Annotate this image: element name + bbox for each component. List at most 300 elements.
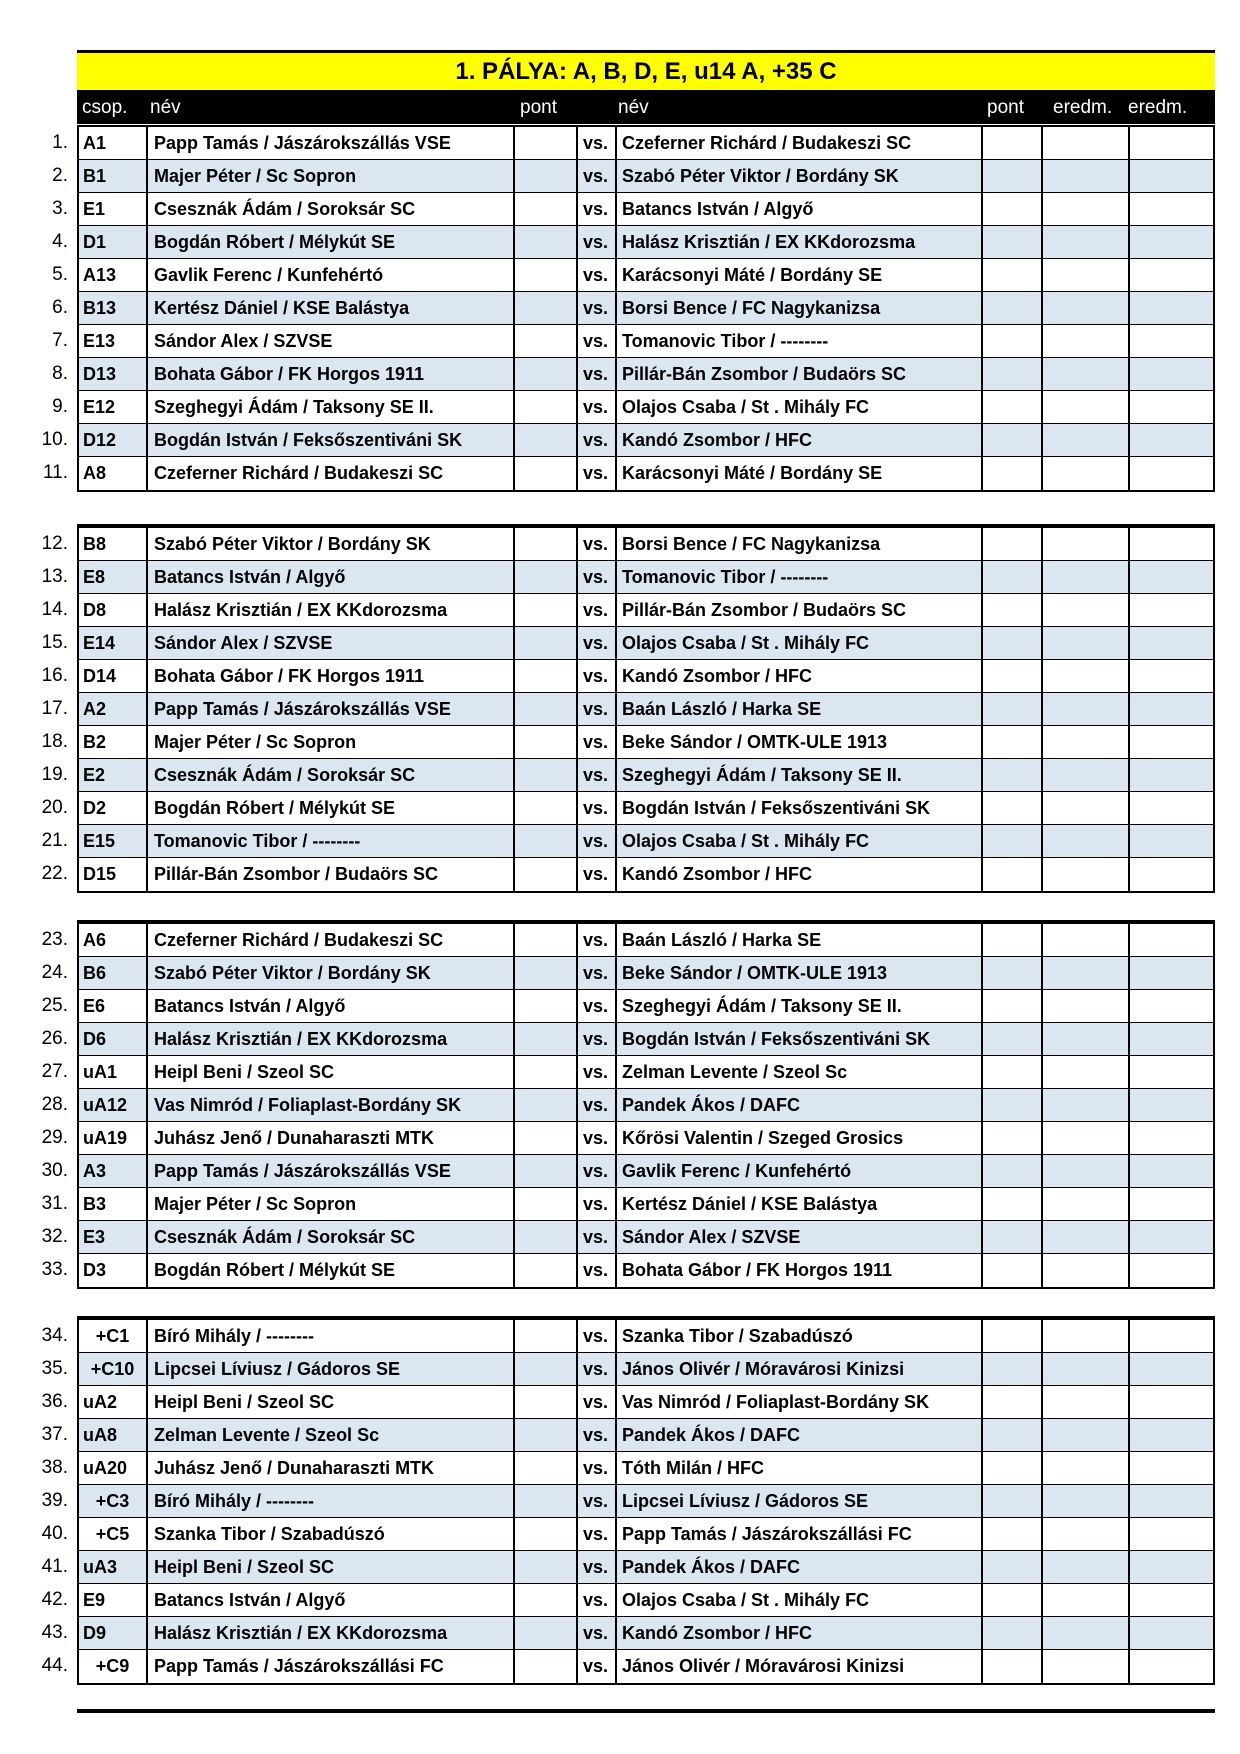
vs-cell: vs. [576, 660, 615, 692]
result-2-cell[interactable] [1128, 759, 1213, 791]
player-2-cell: János Olivér / Móravárosi Kinizsi [615, 1353, 981, 1385]
result-1-cell[interactable] [1041, 1650, 1128, 1683]
player-2-cell: Pillár-Bán Zsombor / Budaörs SC [615, 358, 981, 390]
match-number: 35. [41, 1358, 68, 1379]
result-2-cell[interactable] [1128, 627, 1213, 659]
result-2-cell[interactable] [1128, 1386, 1213, 1418]
result-2-cell[interactable] [1128, 924, 1213, 956]
group-cell: A2 [83, 698, 107, 719]
result-2-cell[interactable] [1128, 1551, 1213, 1583]
points-1-cell[interactable] [513, 1122, 576, 1154]
result-1-cell[interactable] [1041, 957, 1128, 989]
result-2-cell[interactable] [1128, 226, 1213, 258]
match-number: 39. [41, 1490, 68, 1511]
result-1-cell[interactable] [1041, 528, 1128, 560]
match-number: 9. [52, 396, 68, 417]
player-1-cell: Kertész Dániel / KSE Balástya [146, 292, 513, 324]
player-1-cell: Batancs István / Algyő [146, 561, 513, 593]
vs-cell: vs. [576, 424, 615, 456]
player-2-cell: Bogdán István / Feksőszentiváni SK [615, 1023, 981, 1055]
vs-cell: vs. [576, 990, 615, 1022]
match-block [77, 1316, 1215, 1685]
points-2-cell[interactable] [981, 726, 1041, 758]
points-2-cell[interactable] [981, 924, 1041, 956]
points-2-cell[interactable] [981, 1023, 1041, 1055]
result-1-cell[interactable] [1041, 1089, 1128, 1121]
result-2-cell[interactable] [1128, 1650, 1213, 1683]
points-2-cell[interactable] [981, 1188, 1041, 1220]
result-2-cell[interactable] [1128, 1188, 1213, 1220]
result-1-cell[interactable] [1041, 759, 1128, 791]
result-2-cell[interactable] [1128, 660, 1213, 692]
result-2-cell[interactable] [1128, 1056, 1213, 1088]
table-row [79, 1485, 1213, 1518]
player-1-cell: Vas Nimród / Foliaplast-Bordány SK [146, 1089, 513, 1121]
result-2-cell[interactable] [1128, 1518, 1213, 1550]
result-1-cell[interactable] [1041, 693, 1128, 725]
result-2-cell[interactable] [1128, 127, 1213, 159]
result-2-cell[interactable] [1128, 1617, 1213, 1649]
points-2-cell[interactable] [981, 457, 1041, 490]
result-2-cell[interactable] [1128, 858, 1213, 891]
points-2-cell[interactable] [981, 660, 1041, 692]
points-2-cell[interactable] [981, 1485, 1041, 1517]
result-1-cell[interactable] [1041, 561, 1128, 593]
player-2-cell: Olajos Csaba / St . Mihály FC [615, 627, 981, 659]
match-number: 38. [41, 1457, 68, 1478]
points-2-cell[interactable] [981, 1617, 1041, 1649]
points-2-cell[interactable] [981, 1353, 1041, 1385]
result-2-cell[interactable] [1128, 792, 1213, 824]
points-1-cell[interactable] [513, 1056, 576, 1088]
points-2-cell[interactable] [981, 825, 1041, 857]
header-name-1: név [150, 97, 181, 118]
match-number: 34. [41, 1325, 68, 1346]
points-1-cell[interactable] [513, 1584, 576, 1616]
result-2-cell[interactable] [1128, 1584, 1213, 1616]
points-1-cell[interactable] [513, 825, 576, 857]
vs-cell: vs. [576, 1221, 615, 1253]
points-1-cell[interactable] [513, 792, 576, 824]
group-cell: D14 [83, 665, 117, 686]
points-1-cell[interactable] [513, 1023, 576, 1055]
match-number: 33. [41, 1259, 68, 1280]
points-2-cell[interactable] [981, 1155, 1041, 1187]
result-2-cell[interactable] [1128, 391, 1213, 423]
table-row [79, 1419, 1213, 1452]
points-1-cell[interactable] [513, 528, 576, 560]
table-row [79, 759, 1213, 792]
points-1-cell[interactable] [513, 693, 576, 725]
result-1-cell[interactable] [1041, 424, 1128, 456]
table-row [79, 1650, 1213, 1683]
result-1-cell[interactable] [1041, 226, 1128, 258]
points-2-cell[interactable] [981, 1089, 1041, 1121]
match-number: 26. [41, 1028, 68, 1049]
points-1-cell[interactable] [513, 1518, 576, 1550]
table-row [79, 1386, 1213, 1419]
points-1-cell[interactable] [513, 1650, 576, 1683]
result-1-cell[interactable] [1041, 1122, 1128, 1154]
player-2-cell: Sándor Alex / SZVSE [615, 1221, 981, 1253]
points-2-cell[interactable] [981, 1419, 1041, 1451]
result-2-cell[interactable] [1128, 990, 1213, 1022]
table-row [79, 1452, 1213, 1485]
points-2-cell[interactable] [981, 325, 1041, 357]
result-1-cell[interactable] [1041, 825, 1128, 857]
match-number: 44. [41, 1655, 68, 1676]
result-2-cell[interactable] [1128, 424, 1213, 456]
header-points-1: pont [520, 97, 557, 118]
result-2-cell[interactable] [1128, 825, 1213, 857]
match-number: 10. [41, 429, 68, 450]
points-1-cell[interactable] [513, 924, 576, 956]
player-1-cell: Tomanovic Tibor / -------- [146, 825, 513, 857]
result-1-cell[interactable] [1041, 127, 1128, 159]
points-1-cell[interactable] [513, 1188, 576, 1220]
points-1-cell[interactable] [513, 660, 576, 692]
result-2-cell[interactable] [1128, 457, 1213, 490]
result-1-cell[interactable] [1041, 1221, 1128, 1253]
result-2-cell[interactable] [1128, 561, 1213, 593]
points-1-cell[interactable] [513, 160, 576, 192]
points-1-cell[interactable] [513, 726, 576, 758]
result-2-cell[interactable] [1128, 193, 1213, 225]
player-1-cell: Szabó Péter Viktor / Bordány SK [146, 957, 513, 989]
vs-cell: vs. [576, 1386, 615, 1418]
result-2-cell[interactable] [1128, 726, 1213, 758]
result-1-cell[interactable] [1041, 1254, 1128, 1287]
vs-cell: vs. [576, 726, 615, 758]
points-1-cell[interactable] [513, 424, 576, 456]
player-1-cell: Majer Péter / Sc Sopron [146, 1188, 513, 1220]
result-2-cell[interactable] [1128, 325, 1213, 357]
points-1-cell[interactable] [513, 561, 576, 593]
result-1-cell[interactable] [1041, 1617, 1128, 1649]
points-1-cell[interactable] [513, 1155, 576, 1187]
table-row [79, 1518, 1213, 1551]
player-2-cell: Kőrösi Valentin / Szeged Grosics [615, 1122, 981, 1154]
page-title: 1. PÁLYA: A, B, D, E, u14 A, +35 C [77, 50, 1215, 90]
points-2-cell[interactable] [981, 1584, 1041, 1616]
group-cell: uA3 [83, 1556, 118, 1577]
player-1-cell: Szeghegyi Ádám / Taksony SE II. [146, 391, 513, 423]
result-2-cell[interactable] [1128, 358, 1213, 390]
result-1-cell[interactable] [1041, 1188, 1128, 1220]
result-1-cell[interactable] [1041, 1419, 1128, 1451]
player-1-cell: Szabó Péter Viktor / Bordány SK [146, 528, 513, 560]
player-1-cell: Papp Tamás / Jászárokszállás VSE [146, 693, 513, 725]
result-1-cell[interactable] [1041, 660, 1128, 692]
result-1-cell[interactable] [1041, 627, 1128, 659]
points-1-cell[interactable] [513, 627, 576, 659]
result-2-cell[interactable] [1128, 1221, 1213, 1253]
result-2-cell[interactable] [1128, 693, 1213, 725]
vs-cell: vs. [576, 1188, 615, 1220]
points-2-cell[interactable] [981, 1551, 1041, 1583]
player-2-cell: Gavlik Ferenc / Kunfehértó [615, 1155, 981, 1187]
player-1-cell: Majer Péter / Sc Sopron [146, 160, 513, 192]
points-1-cell[interactable] [513, 1320, 576, 1352]
group-cell: uA1 [83, 1061, 118, 1082]
group-cell: uA20 [83, 1457, 128, 1478]
points-2-cell[interactable] [981, 160, 1041, 192]
player-2-cell: Vas Nimród / Foliaplast-Bordány SK [615, 1386, 981, 1418]
result-1-cell[interactable] [1041, 858, 1128, 891]
points-2-cell[interactable] [981, 424, 1041, 456]
result-2-cell[interactable] [1128, 1023, 1213, 1055]
points-2-cell[interactable] [981, 594, 1041, 626]
points-2-cell[interactable] [981, 226, 1041, 258]
group-cell: D12 [83, 429, 117, 450]
points-1-cell[interactable] [513, 127, 576, 159]
points-1-cell[interactable] [513, 1089, 576, 1121]
vs-cell: vs. [576, 1023, 615, 1055]
result-2-cell[interactable] [1128, 528, 1213, 560]
table-row [79, 957, 1213, 990]
points-1-cell[interactable] [513, 457, 576, 490]
points-2-cell[interactable] [981, 1056, 1041, 1088]
player-2-cell: Karácsonyi Máté / Bordány SE [615, 457, 981, 490]
result-2-cell[interactable] [1128, 292, 1213, 324]
points-2-cell[interactable] [981, 1122, 1041, 1154]
result-2-cell[interactable] [1128, 160, 1213, 192]
vs-cell: vs. [576, 759, 615, 791]
player-1-cell: Bíró Mihály / -------- [146, 1485, 513, 1517]
result-2-cell[interactable] [1128, 1353, 1213, 1385]
match-number: 1. [52, 132, 68, 153]
result-1-cell[interactable] [1041, 292, 1128, 324]
player-1-cell: Szanka Tibor / Szabadúszó [146, 1518, 513, 1550]
points-2-cell[interactable] [981, 127, 1041, 159]
table-row [79, 1353, 1213, 1386]
match-number: 16. [41, 665, 68, 686]
result-1-cell[interactable] [1041, 160, 1128, 192]
points-1-cell[interactable] [513, 259, 576, 291]
group-cell: A13 [83, 264, 117, 285]
result-2-cell[interactable] [1128, 1254, 1213, 1287]
vs-cell: vs. [576, 1617, 615, 1649]
table-row [79, 1089, 1213, 1122]
table-row [79, 528, 1213, 561]
result-1-cell[interactable] [1041, 1386, 1128, 1418]
table-row [79, 825, 1213, 858]
points-1-cell[interactable] [513, 358, 576, 390]
player-2-cell: Tomanovic Tibor / -------- [615, 325, 981, 357]
player-2-cell: János Olivér / Móravárosi Kinizsi [615, 1650, 981, 1683]
match-block [77, 920, 1215, 1289]
table-row [79, 561, 1213, 594]
player-2-cell: Zelman Levente / Szeol Sc [615, 1056, 981, 1088]
player-2-cell: Baán László / Harka SE [615, 924, 981, 956]
points-2-cell[interactable] [981, 259, 1041, 291]
match-block [77, 125, 1215, 492]
group-cell: E8 [83, 566, 106, 587]
vs-cell: vs. [576, 226, 615, 258]
points-1-cell[interactable] [513, 292, 576, 324]
result-1-cell[interactable] [1041, 325, 1128, 357]
points-2-cell[interactable] [981, 1650, 1041, 1683]
result-2-cell[interactable] [1128, 1155, 1213, 1187]
vs-cell: vs. [576, 160, 615, 192]
match-number: 22. [41, 863, 68, 884]
result-1-cell[interactable] [1041, 1056, 1128, 1088]
group-cell: +C1 [95, 1325, 130, 1346]
table-row [79, 160, 1213, 193]
table-row [79, 226, 1213, 259]
vs-cell: vs. [576, 594, 615, 626]
result-1-cell[interactable] [1041, 1452, 1128, 1484]
group-cell: A8 [83, 463, 107, 483]
player-1-cell: Batancs István / Algyő [146, 990, 513, 1022]
result-1-cell[interactable] [1041, 457, 1128, 490]
result-1-cell[interactable] [1041, 1353, 1128, 1385]
points-2-cell[interactable] [981, 1221, 1041, 1253]
result-1-cell[interactable] [1041, 1155, 1128, 1187]
player-2-cell: Kandó Zsombor / HFC [615, 424, 981, 456]
points-1-cell[interactable] [513, 1353, 576, 1385]
result-1-cell[interactable] [1041, 990, 1128, 1022]
header-group: csop. [82, 97, 128, 118]
vs-cell: vs. [576, 358, 615, 390]
match-number: 23. [41, 929, 68, 950]
points-2-cell[interactable] [981, 1254, 1041, 1287]
result-2-cell[interactable] [1128, 1452, 1213, 1484]
points-1-cell[interactable] [513, 226, 576, 258]
points-1-cell[interactable] [513, 1386, 576, 1418]
points-1-cell[interactable] [513, 391, 576, 423]
vs-cell: vs. [576, 127, 615, 159]
result-1-cell[interactable] [1041, 924, 1128, 956]
result-1-cell[interactable] [1041, 391, 1128, 423]
points-1-cell[interactable] [513, 1221, 576, 1253]
points-2-cell[interactable] [981, 528, 1041, 560]
points-1-cell[interactable] [513, 594, 576, 626]
player-2-cell: Kandó Zsombor / HFC [615, 1617, 981, 1649]
player-2-cell: Bogdán István / Feksőszentiváni SK [615, 792, 981, 824]
result-2-cell[interactable] [1128, 594, 1213, 626]
points-2-cell[interactable] [981, 1386, 1041, 1418]
points-1-cell[interactable] [513, 193, 576, 225]
result-2-cell[interactable] [1128, 1122, 1213, 1154]
points-1-cell[interactable] [513, 1485, 576, 1517]
player-1-cell: Lipcsei Líviusz / Gádoros SE [146, 1353, 513, 1385]
result-1-cell[interactable] [1041, 358, 1128, 390]
points-1-cell[interactable] [513, 325, 576, 357]
group-cell: D6 [83, 1028, 107, 1049]
points-2-cell[interactable] [981, 1320, 1041, 1352]
result-1-cell[interactable] [1041, 1320, 1128, 1352]
player-1-cell: Pillár-Bán Zsombor / Budaörs SC [146, 858, 513, 891]
match-number: 6. [52, 297, 68, 318]
table-row [79, 424, 1213, 457]
group-cell: uA19 [83, 1127, 128, 1148]
player-2-cell: Olajos Csaba / St . Mihály FC [615, 391, 981, 423]
points-2-cell[interactable] [981, 990, 1041, 1022]
result-1-cell[interactable] [1041, 1485, 1128, 1517]
group-cell: E12 [83, 396, 116, 417]
points-2-cell[interactable] [981, 627, 1041, 659]
points-1-cell[interactable] [513, 1452, 576, 1484]
group-cell: E1 [83, 198, 106, 219]
points-2-cell[interactable] [981, 292, 1041, 324]
group-cell: E15 [83, 830, 116, 851]
player-1-cell: Czeferner Richárd / Budakeszi SC [146, 924, 513, 956]
player-1-cell: Halász Krisztián / EX KKdorozsma [146, 1023, 513, 1055]
result-1-cell[interactable] [1041, 594, 1128, 626]
table-row [79, 193, 1213, 226]
result-1-cell[interactable] [1041, 792, 1128, 824]
player-2-cell: Kandó Zsombor / HFC [615, 858, 981, 891]
points-2-cell[interactable] [981, 358, 1041, 390]
table-row [79, 259, 1213, 292]
result-2-cell[interactable] [1128, 1485, 1213, 1517]
result-1-cell[interactable] [1041, 726, 1128, 758]
points-2-cell[interactable] [981, 858, 1041, 891]
result-1-cell[interactable] [1041, 259, 1128, 291]
table-row [79, 1023, 1213, 1056]
points-1-cell[interactable] [513, 1254, 576, 1287]
player-1-cell: Papp Tamás / Jászárokszállás VSE [146, 127, 513, 159]
points-2-cell[interactable] [981, 1518, 1041, 1550]
points-1-cell[interactable] [513, 1419, 576, 1451]
points-2-cell[interactable] [981, 792, 1041, 824]
result-2-cell[interactable] [1128, 1320, 1213, 1352]
match-block [77, 524, 1215, 893]
player-1-cell: Bohata Gábor / FK Horgos 1911 [146, 358, 513, 390]
points-2-cell[interactable] [981, 1452, 1041, 1484]
result-1-cell[interactable] [1041, 1518, 1128, 1550]
group-cell: B1 [83, 165, 107, 186]
result-1-cell[interactable] [1041, 1584, 1128, 1616]
result-2-cell[interactable] [1128, 1419, 1213, 1451]
vs-cell: vs. [576, 693, 615, 725]
points-1-cell[interactable] [513, 1551, 576, 1583]
player-2-cell: Szeghegyi Ádám / Taksony SE II. [615, 759, 981, 791]
points-1-cell[interactable] [513, 1617, 576, 1649]
player-1-cell: Batancs István / Algyő [146, 1584, 513, 1616]
result-2-cell[interactable] [1128, 957, 1213, 989]
result-2-cell[interactable] [1128, 259, 1213, 291]
points-2-cell[interactable] [981, 391, 1041, 423]
match-number: 25. [41, 995, 68, 1016]
points-1-cell[interactable] [513, 990, 576, 1022]
table-row [79, 1254, 1213, 1287]
result-1-cell[interactable] [1041, 193, 1128, 225]
match-number: 18. [41, 731, 68, 752]
points-2-cell[interactable] [981, 693, 1041, 725]
result-1-cell[interactable] [1041, 1551, 1128, 1583]
vs-cell: vs. [576, 1056, 615, 1088]
result-1-cell[interactable] [1041, 1023, 1128, 1055]
points-2-cell[interactable] [981, 759, 1041, 791]
group-cell: E9 [83, 1589, 106, 1610]
vs-cell: vs. [576, 1254, 615, 1287]
group-cell: E6 [83, 995, 106, 1016]
vs-cell: vs. [576, 292, 615, 324]
points-2-cell[interactable] [981, 193, 1041, 225]
points-1-cell[interactable] [513, 957, 576, 989]
points-1-cell[interactable] [513, 759, 576, 791]
player-1-cell: Juhász Jenő / Dunaharaszti MTK [146, 1122, 513, 1154]
points-1-cell[interactable] [513, 858, 576, 891]
result-2-cell[interactable] [1128, 1089, 1213, 1121]
group-cell: D3 [83, 1260, 107, 1280]
group-cell: A1 [83, 132, 107, 153]
player-1-cell: Halász Krisztián / EX KKdorozsma [146, 1617, 513, 1649]
points-2-cell[interactable] [981, 957, 1041, 989]
points-2-cell[interactable] [981, 561, 1041, 593]
